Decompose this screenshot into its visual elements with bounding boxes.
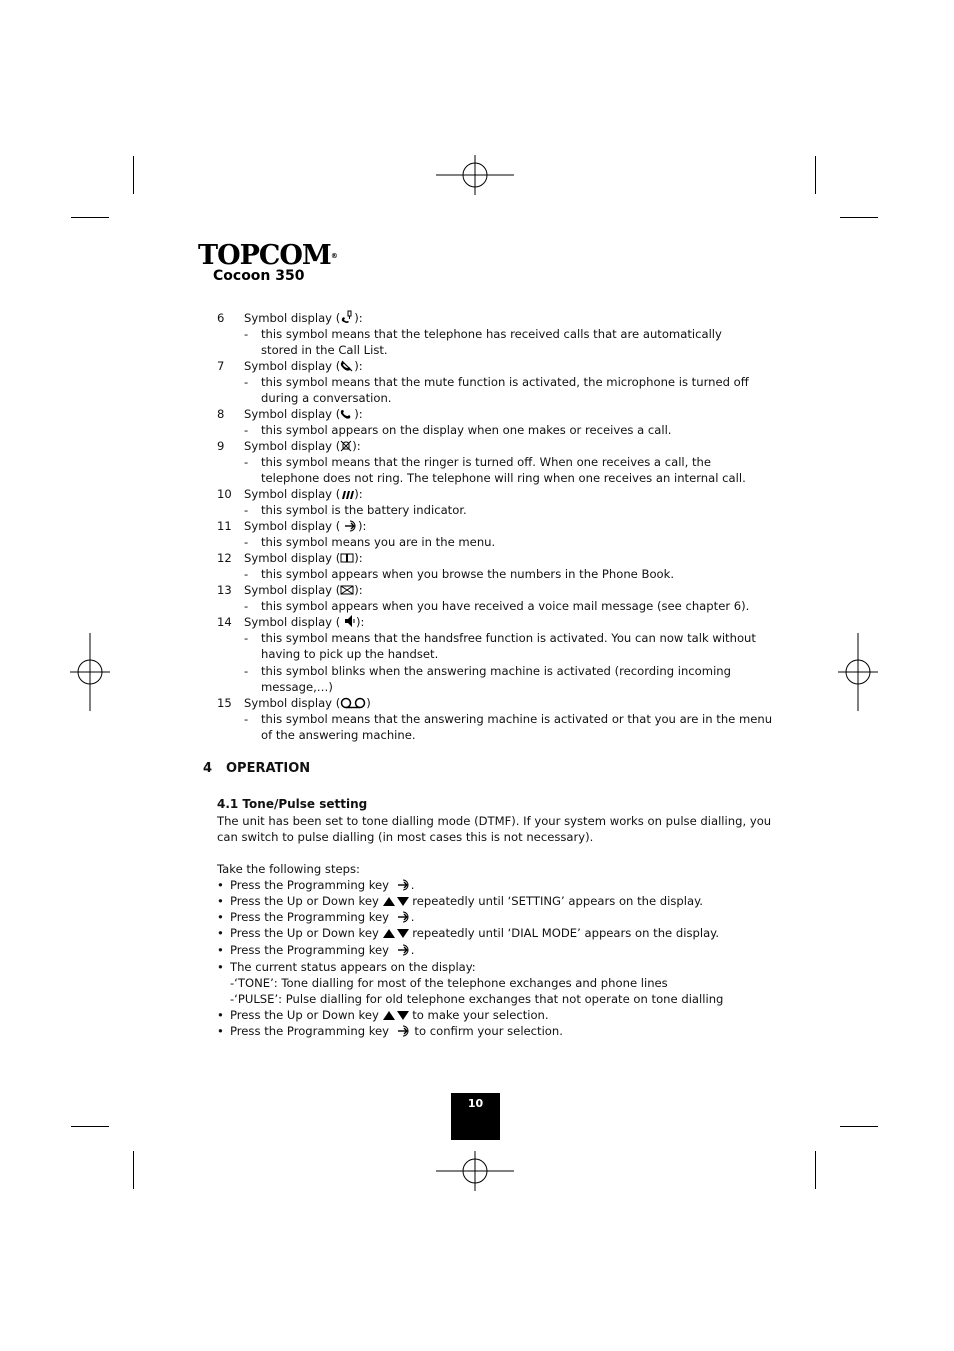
symbol-label: Symbol display ( [244,583,341,597]
step-item [230,925,719,943]
symbol-label-close: ): [355,615,365,629]
up-down-icon [383,927,409,943]
step-text: The current status appears on the display: [230,960,476,974]
symbol-description: this symbol means that the answering machine is activated or that you are in the menu [261,712,773,726]
symbol-description: this symbol means that the ringer is turned off. When one receives a call, the [261,455,712,469]
bullet-marker: • [217,878,224,892]
symbol-number: 14 [217,615,232,629]
dash-marker: - [244,664,249,678]
symbol-description: during a conversation. [261,391,392,405]
symbol-number: 12 [217,551,232,565]
symbol-description: stored in the Call List. [261,343,388,357]
dash-marker: - [244,712,249,726]
bullet-marker: • [217,943,224,957]
symbol-description: this symbol means that the telephone has received calls that are automatically [261,327,722,341]
subsection-title: 4.1 Tone/Pulse setting [217,797,368,811]
symbol-label: Symbol display ( [244,439,341,453]
section-title: OPERATION [226,761,311,776]
dash-marker: - [244,631,249,645]
symbol-description: this symbol blinks when the answering machine is activated (recording incoming [261,664,731,678]
dash-marker: - [244,535,249,549]
symbol-label-close: ): [357,519,367,533]
symbol-description: this symbol appears when you have received a voice mail message (see chapter 6). [261,599,750,613]
symbol-number: 8 [217,407,225,421]
step-text-after: . [410,878,415,892]
symbol-label-close: ) [366,696,371,710]
step-text-after: . [410,910,415,924]
symbol-label-close: ): [352,439,361,453]
bullet-marker: • [217,894,224,908]
brand-mark: ® [330,252,338,260]
intro-paragraph: The unit has been set to tone dialling mode (DTMF). If your system works on pulse dialling, you [217,814,772,828]
symbol-number: 15 [217,696,232,710]
page-number-box [451,1093,500,1140]
bullet-marker: • [217,960,224,974]
step-text-after: repeatedly until ‘DIAL MODE’ appears on the display. [408,926,720,940]
symbol-description: this symbol means that the handsfree function is activated. You can now talk without [261,631,756,645]
page-number: 10 [467,1097,484,1110]
step-text: Press the Programming key [230,943,393,957]
symbol-description: of the answering machine. [261,728,416,742]
dash-marker: - [244,503,249,517]
step-text: Press the Programming key [230,1024,393,1038]
symbol-number: 6 [217,311,225,325]
symbol-number: 10 [217,487,232,501]
dash-marker: - [244,455,249,469]
symbol-description: message,…) [261,680,333,694]
symbol-label-close: ): [354,407,363,421]
symbol-description: this symbol appears when you browse the numbers in the Phone Book. [261,567,675,581]
model-title: Cocoon 350 [213,268,305,284]
dash-marker: - [244,375,249,389]
symbol-label: Symbol display ( [244,519,344,533]
dash-marker: - [244,567,249,581]
symbol-label: Symbol display ( [244,311,341,325]
symbol-label: Symbol display ( [244,551,341,565]
registration-mark-bottom [436,1151,514,1191]
menu-icon [397,1025,411,1041]
status-line: -‘TONE’: Tone dialling for most of the telephone exchanges and phone lines [230,976,668,990]
menu-icon [397,944,411,960]
step-item [230,942,414,960]
bullet-marker: • [217,1008,224,1022]
symbol-description: this symbol appears on the display when one makes or receives a call. [261,423,672,437]
registration-mark-right [838,633,878,711]
brand-name: TOPCOM [198,240,331,271]
symbol-description: telephone does not ring. The telephone will ring when one receives an internal call. [261,471,746,485]
step-text: Press the Programming key [230,910,393,924]
symbol-number: 7 [217,359,225,373]
bullet-marker: • [217,926,224,940]
symbol-number: 9 [217,439,225,453]
step-text-after: to make your selection. [408,1008,549,1022]
step-text: Press the Up or Down key [230,894,383,908]
symbol-description: this symbol means you are in the menu. [261,535,496,549]
symbol-label-close: ): [354,551,363,565]
registration-mark-left [70,633,110,711]
symbol-label-close: ): [354,583,363,597]
symbol-label: Symbol display ( [244,615,344,629]
step-text-after: . [410,943,415,957]
symbol-label: Symbol display ( [244,407,341,421]
symbol-label-close: ): [354,311,363,325]
symbol-label-close: ): [354,359,363,373]
symbol-description: having to pick up the handset. [261,647,439,661]
bullet-marker: • [217,1024,224,1038]
symbol-number: 13 [217,583,232,597]
dash-marker: - [244,423,249,437]
dash-marker: - [244,599,249,613]
step-text-after: repeatedly until ‘SETTING’ appears on the display. [408,894,703,908]
symbol-number: 11 [217,519,232,533]
symbol-label: Symbol display ( [244,696,341,710]
status-line: -‘PULSE’: Pulse dialling for old telephone exchanges that not operate on tone dialling [230,992,724,1006]
step-text-after: to confirm your selection. [410,1024,563,1038]
step-text: Press the Programming key [230,878,393,892]
section-number: 4 [203,761,213,776]
step-text: Press the Up or Down key [230,926,383,940]
symbol-label: Symbol display ( [244,487,341,501]
step-item [230,959,476,975]
steps-intro: Take the following steps: [217,862,360,876]
dash-marker: - [244,327,249,341]
step-item [230,1023,563,1041]
brand-logo [198,242,338,270]
bullet-marker: • [217,910,224,924]
step-text: Press the Up or Down key [230,1008,383,1022]
symbol-description: this symbol is the battery indicator. [261,503,467,517]
intro-paragraph: can switch to pulse dialling (in most cases this is not necessary). [217,830,594,844]
registration-mark-top [436,155,514,195]
symbol-description: this symbol means that the mute function is activated, the microphone is turned off [261,375,749,389]
symbol-label: Symbol display ( [244,359,341,373]
symbol-label-close: ): [354,487,363,501]
